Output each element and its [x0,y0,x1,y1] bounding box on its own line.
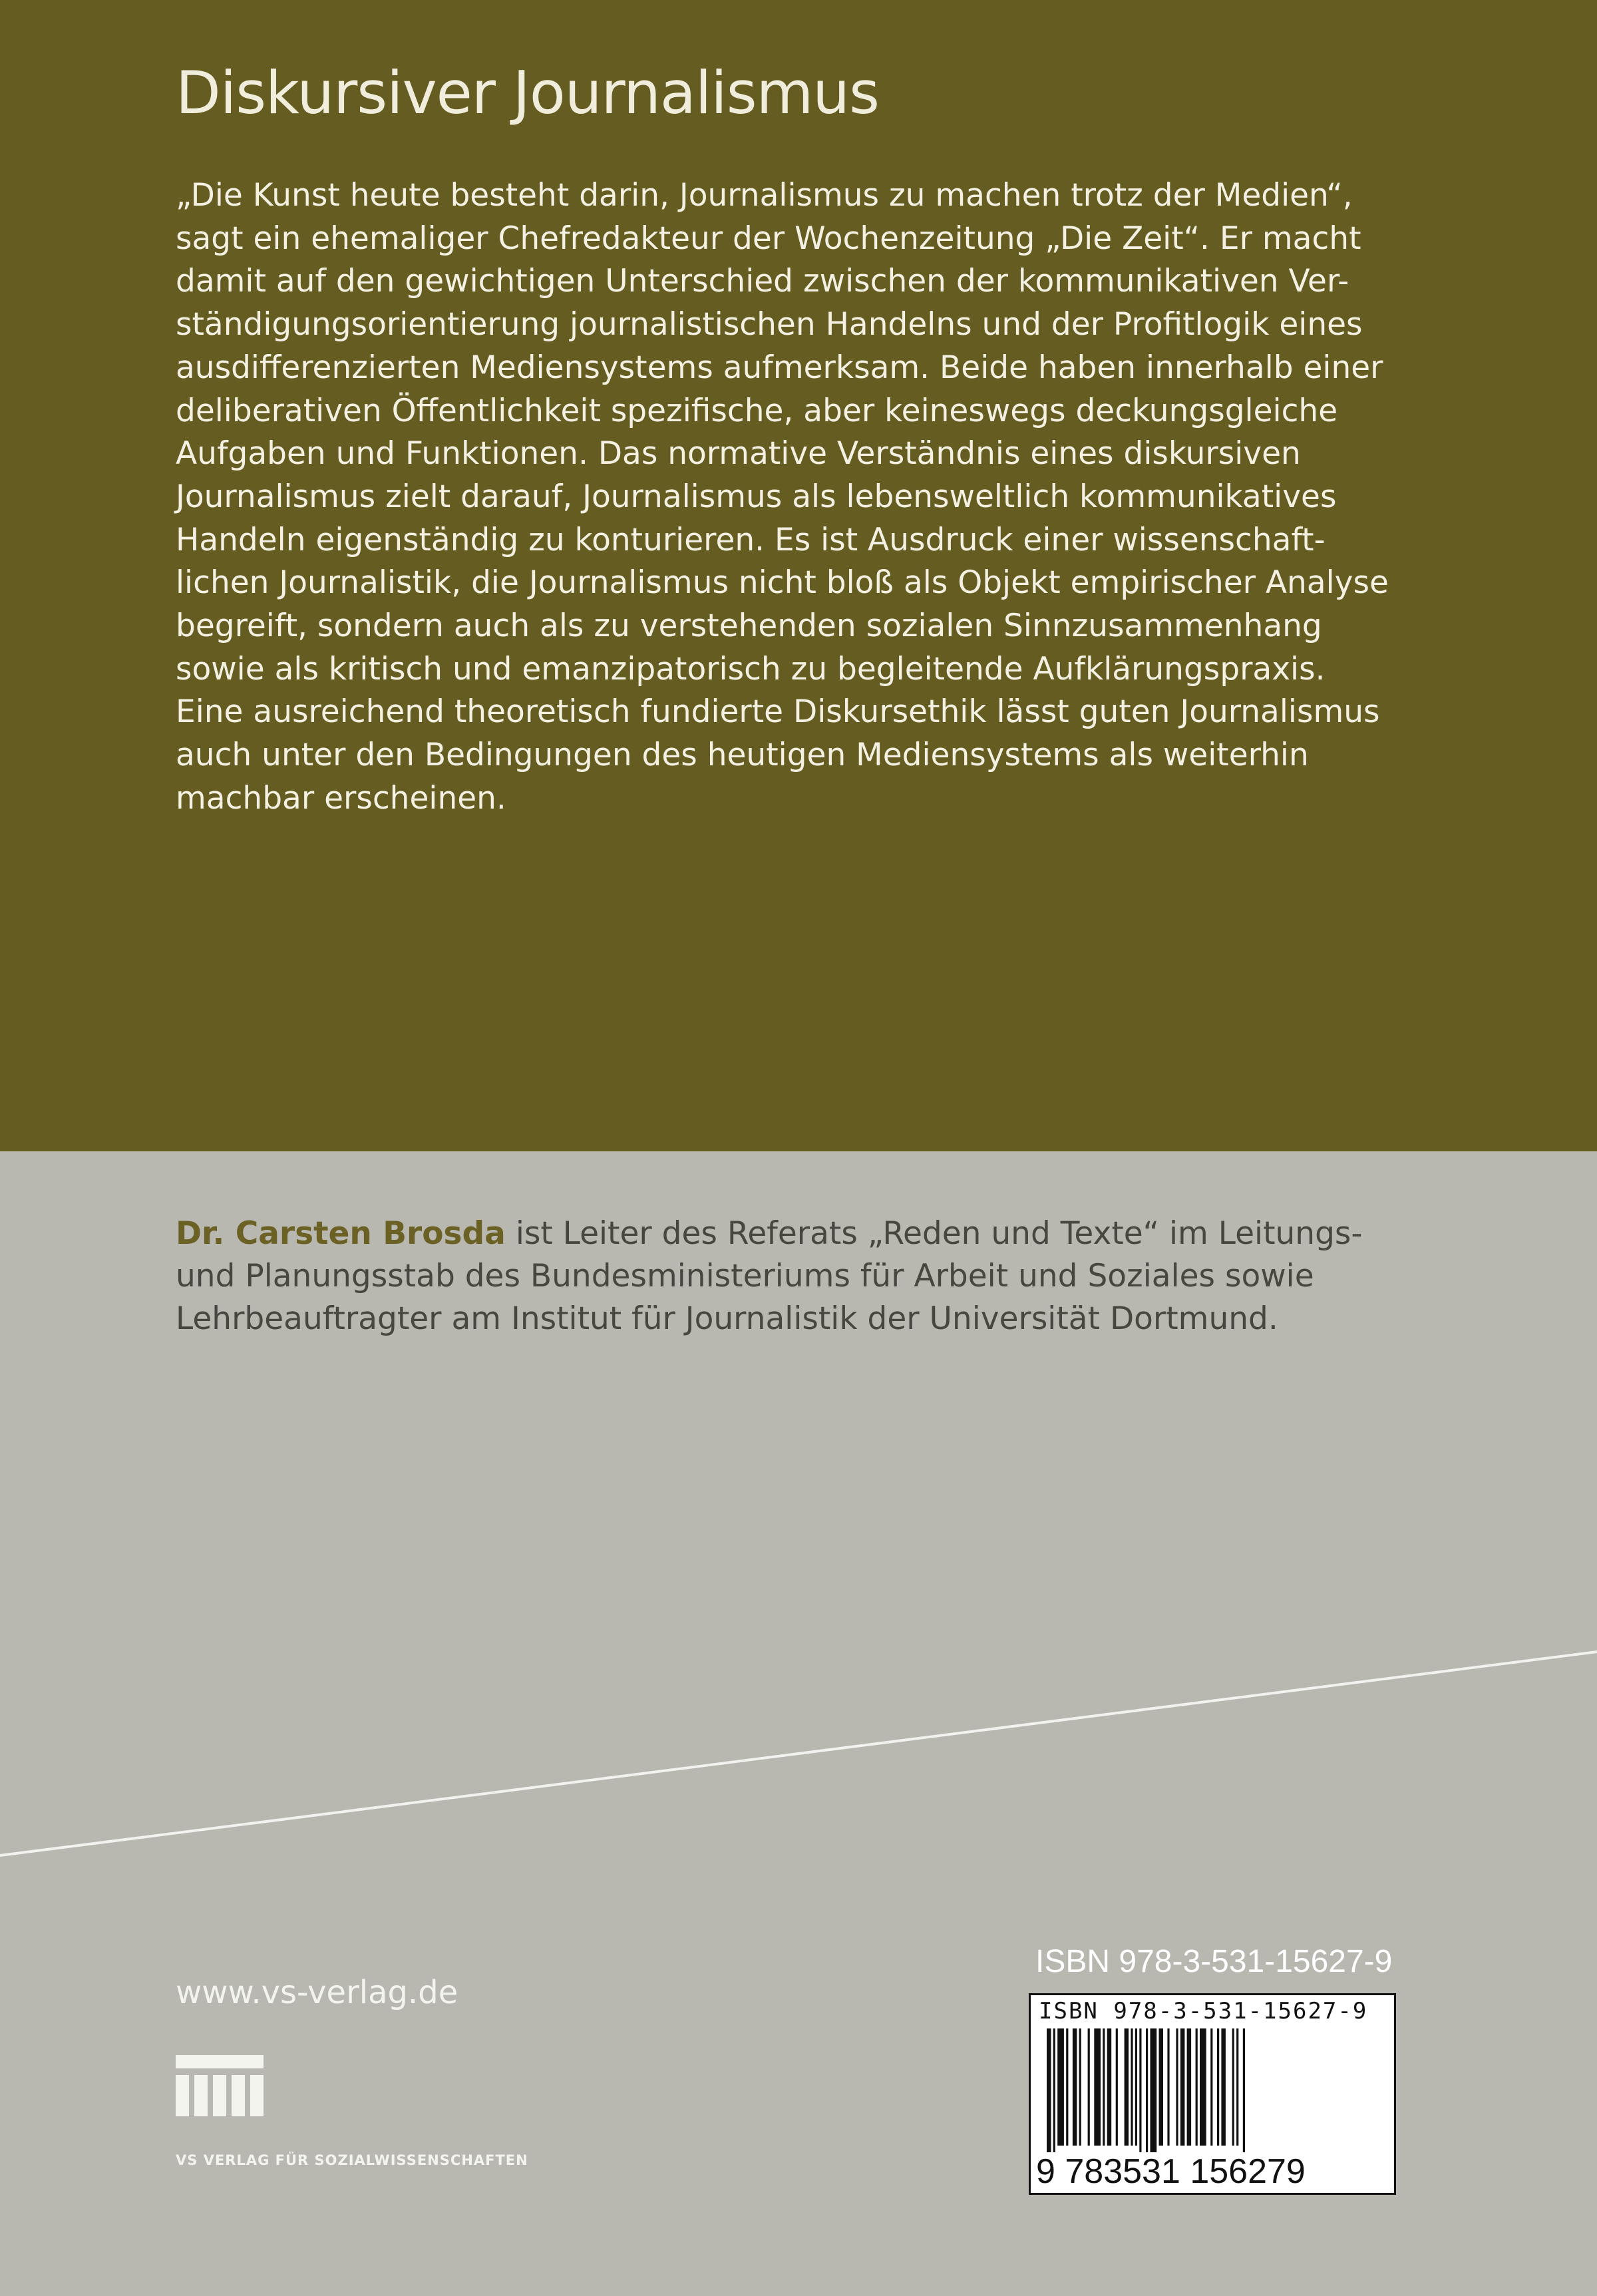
blurb-line: damit auf den gewichtigen Unterschied zwischen der kommunikativen Ver- [176,263,1349,300]
blurb-line: auch unter den Bedingungen des heutigen Mediensystems als weiterhin [176,737,1309,774]
barcode-bar [1053,2028,1055,2152]
barcode-bar [1094,2028,1101,2146]
barcode-bar [1243,2028,1245,2152]
bio-line: und Planungsstab des Bundesministeriums für Arbeit und Soziales sowie [176,1258,1314,1294]
author-bio [176,1213,1440,1340]
barcode-bar [1146,2028,1148,2152]
blurb-line: Handeln eigenständig zu konturieren. Es ist Ausdruck einer wissenschaft- [176,521,1326,558]
blurb-line: sowie als kritisch und emanzipatorisch zu begleitende Aufklärungspraxis. [176,650,1326,687]
barcode-bar [1200,2028,1206,2146]
barcode-bar [1176,2028,1178,2146]
barcode-bar [1073,2028,1077,2146]
blurb-line: begreift, sondern auch als zu verstehenden sozialen Sinnzusammenhang [176,608,1322,645]
publisher-logo-icon [176,2055,522,2116]
author-name: Dr. Carsten Brosda [176,1215,506,1252]
barcode-bar [1217,2028,1219,2146]
barcode [1029,1993,1396,2195]
barcode-bar [1135,2028,1137,2146]
barcode-bar [1167,2028,1169,2146]
barcode-bar [1116,2028,1118,2146]
barcode-bar [1066,2028,1068,2146]
barcode-digits: 9 783531 156279 [1036,2152,1306,2191]
barcode-bar [1210,2028,1212,2146]
barcode-bar [1131,2028,1133,2146]
blurb-line: machbar erscheinen. [176,779,506,817]
barcode-isbn: ISBN 978-3-531-15627-9 [1039,1998,1368,2024]
barcode-bar [1236,2028,1238,2146]
publisher-url[interactable]: www.vs-verlag.de [176,1974,458,2011]
barcode-bar [1079,2028,1081,2146]
barcode-bar [1180,2028,1185,2146]
barcode-bar [1196,2028,1198,2146]
bio-line [176,1213,1440,1255]
blurb-line: lichen Journalistik, die Journalismus nicht bloß als Objekt empirischer Analyse [176,564,1389,602]
book-title: Diskursiver Journalismus [176,59,879,127]
barcode-bar [1107,2028,1112,2146]
barcode-bar [1139,2028,1141,2152]
barcode-bar [1232,2028,1234,2146]
barcode-bar [1187,2028,1192,2146]
diagonal-divider [0,1644,1597,1863]
barcode-bar [1103,2028,1105,2146]
blurb-line: deliberativen Öffentlichkeit spezifische, aber keineswegs deckungsgleiche [176,392,1338,429]
barcode-bars [1040,2028,1389,2152]
barcode-bar [1151,2028,1157,2152]
blurb-line: sagt ein ehemaliger Chefredakteur der Wochenzeitung „Die Zeit“. Er macht [176,220,1361,257]
barcode-bar [1088,2028,1090,2146]
barcode-bar [1057,2028,1064,2146]
blurb-line: Journalismus zielt darauf, Journalismus als lebensweltlich kommunikatives [176,478,1337,515]
blurb-line: ausdifferenzierten Mediensystems aufmerksam. Beide haben innerhalb einer [176,349,1383,386]
barcode-bar [1047,2028,1051,2152]
isbn-label: ISBN 978-3-531-15627-9 [1035,1944,1393,1979]
barcode-bar [1125,2028,1129,2146]
publisher-logo-text: VS VERLAG FÜR SOZIALWISSENSCHAFTEN [176,2152,528,2168]
blurb-line: Eine ausreichend theoretisch fundierte Diskursethik lässt guten Journalismus [176,693,1380,731]
barcode-bar [1221,2028,1226,2146]
bio-line-rest: ist Leiter des Referats „Reden und Texte“ im Leitungs- [505,1215,1363,1252]
bio-line: Lehrbeauftragter am Institut für Journalistik der Universität Dortmund. [176,1300,1278,1337]
blurb-text [176,174,1413,821]
blurb-line: „Die Kunst heute besteht darin, Journalismus zu machen trotz der Medien“, [176,177,1353,214]
blurb-line: ständigungsorientierung journalistischen Handelns und der Profitlogik eines [176,306,1363,343]
barcode-bar [1159,2028,1164,2146]
blurb-line: Aufgaben und Funktionen. Das normative Verständnis eines diskursiven [176,435,1301,473]
